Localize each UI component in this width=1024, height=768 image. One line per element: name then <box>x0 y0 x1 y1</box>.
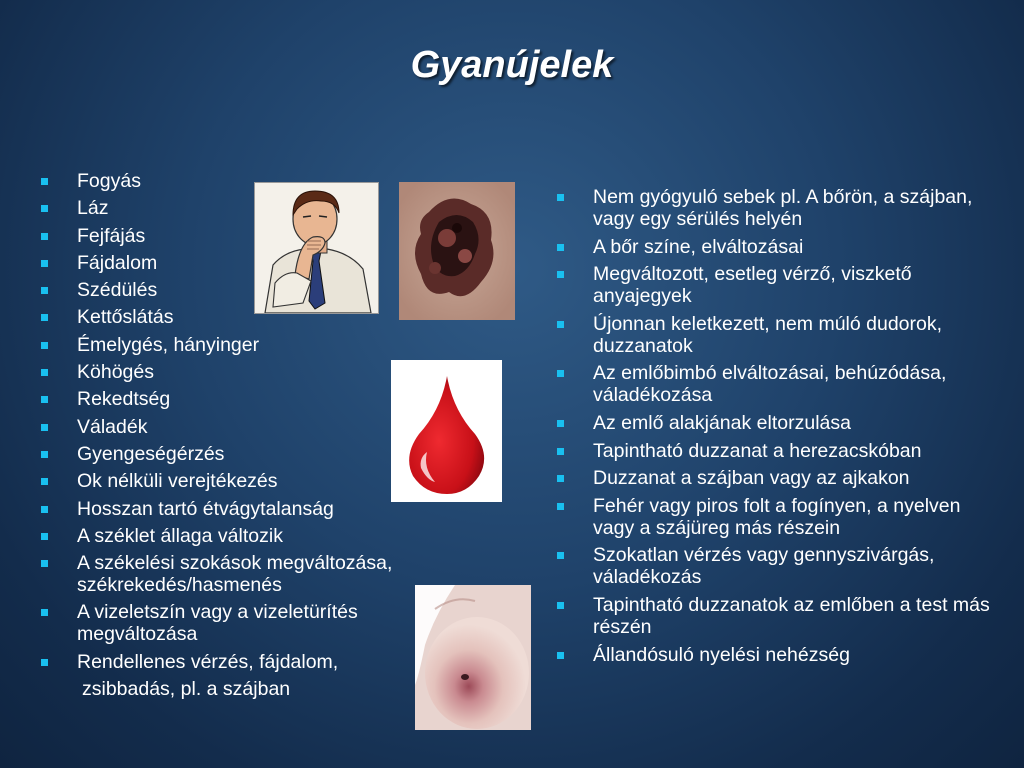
bullet-icon <box>557 602 564 609</box>
list-item: Újonnan keletkezett, nem múló dudorok, duzzanatok <box>593 313 1003 357</box>
list-item: A bőr színe, elváltozásai <box>593 236 1003 258</box>
list-item: A vizeletszín vagy a vizeletürítés megváltozása <box>77 601 457 645</box>
list-item: Rendellenes vérzés, fájdalom, <box>77 651 457 673</box>
bullet-icon <box>41 659 48 666</box>
bullet-icon <box>557 321 564 328</box>
list-item: Szokatlan vérzés vagy gennyszivárgás, váladékozás <box>593 544 1003 588</box>
list-item: A széklet állaga változik <box>77 525 457 547</box>
slide-title: Gyanújelek <box>410 44 614 86</box>
list-item: Émelygés, hányinger <box>77 334 457 356</box>
list-item: Az emlő alakjának eltorzulása <box>593 412 1003 434</box>
bullet-icon <box>41 233 48 240</box>
right-bullet-list <box>593 186 1003 671</box>
list-item: Fejfájás <box>77 225 457 247</box>
bullet-icon <box>557 370 564 377</box>
list-item: Nem gyógyuló sebek pl. A bőrön, a szájban, vagy egy sérülés helyén <box>593 186 1003 230</box>
list-item: Ok nélküli verejtékezés <box>77 470 457 492</box>
list-item: Megváltozott, esetleg vérző, viszkető anyajegyek <box>593 263 1003 307</box>
bullet-icon <box>557 194 564 201</box>
bullet-icon <box>41 205 48 212</box>
list-item: Állandósuló nyelési nehézség <box>593 644 1003 666</box>
bullet-icon <box>41 451 48 458</box>
blood-drop-icon <box>391 360 502 502</box>
list-item: Tapintható duzzanatok az emlőben a test más részén <box>593 594 1003 638</box>
bullet-icon <box>557 244 564 251</box>
bullet-icon <box>557 475 564 482</box>
bullet-icon <box>557 503 564 510</box>
bullet-icon <box>41 609 48 616</box>
list-item: Fájdalom <box>77 252 457 274</box>
bullet-icon <box>41 314 48 321</box>
skin-lesion-icon <box>399 182 515 320</box>
bullet-icon <box>557 420 564 427</box>
bullet-icon <box>41 396 48 403</box>
skin-lesion-photo <box>399 182 515 320</box>
bullet-icon <box>41 478 48 485</box>
list-item: Tapintható duzzanat a herezacskóban <box>593 440 1003 462</box>
list-item: Rekedtség <box>77 388 457 410</box>
list-item: Hosszan tartó étvágytalanság <box>77 498 457 520</box>
list-item: Fehér vagy piros folt a fogínyen, a nyelven vagy a szájüreg más részein <box>593 495 1003 539</box>
bullet-icon <box>557 552 564 559</box>
list-item: Láz <box>77 197 457 219</box>
bullet-icon <box>41 369 48 376</box>
bullet-icon <box>557 652 564 659</box>
list-item: Szédülés <box>77 279 457 301</box>
list-item: Váladék <box>77 416 457 438</box>
bullet-icon <box>41 533 48 540</box>
bullet-icon <box>41 424 48 431</box>
bullet-icon <box>557 271 564 278</box>
list-item: Gyengeségérzés <box>77 443 457 465</box>
list-item: Duzzanat a szájban vagy az ajkakon <box>593 467 1003 489</box>
bullet-icon <box>557 448 564 455</box>
bullet-icon <box>41 178 48 185</box>
bullet-icon <box>41 342 48 349</box>
coughing-man-icon <box>255 183 378 313</box>
list-item: Az emlőbimbó elváltozásai, behúzódása, váladékozása <box>593 362 1003 406</box>
bullet-icon <box>41 260 48 267</box>
list-item: A székelési szokások megváltozása, székrekedés/hasmenés <box>77 552 457 596</box>
list-item: Köhögés <box>77 361 457 383</box>
bullet-icon <box>41 506 48 513</box>
list-item-continuation: zsibbadás, pl. a szájban <box>82 678 291 701</box>
list-item: Kettőslátás <box>77 306 457 328</box>
blood-drop-image <box>391 360 502 502</box>
skin-lump-photo <box>415 585 531 730</box>
coughing-man-illustration <box>254 182 379 314</box>
list-item: Fogyás <box>77 170 457 192</box>
bullet-icon <box>41 287 48 294</box>
skin-lump-icon <box>415 585 531 730</box>
bullet-icon <box>41 560 48 567</box>
